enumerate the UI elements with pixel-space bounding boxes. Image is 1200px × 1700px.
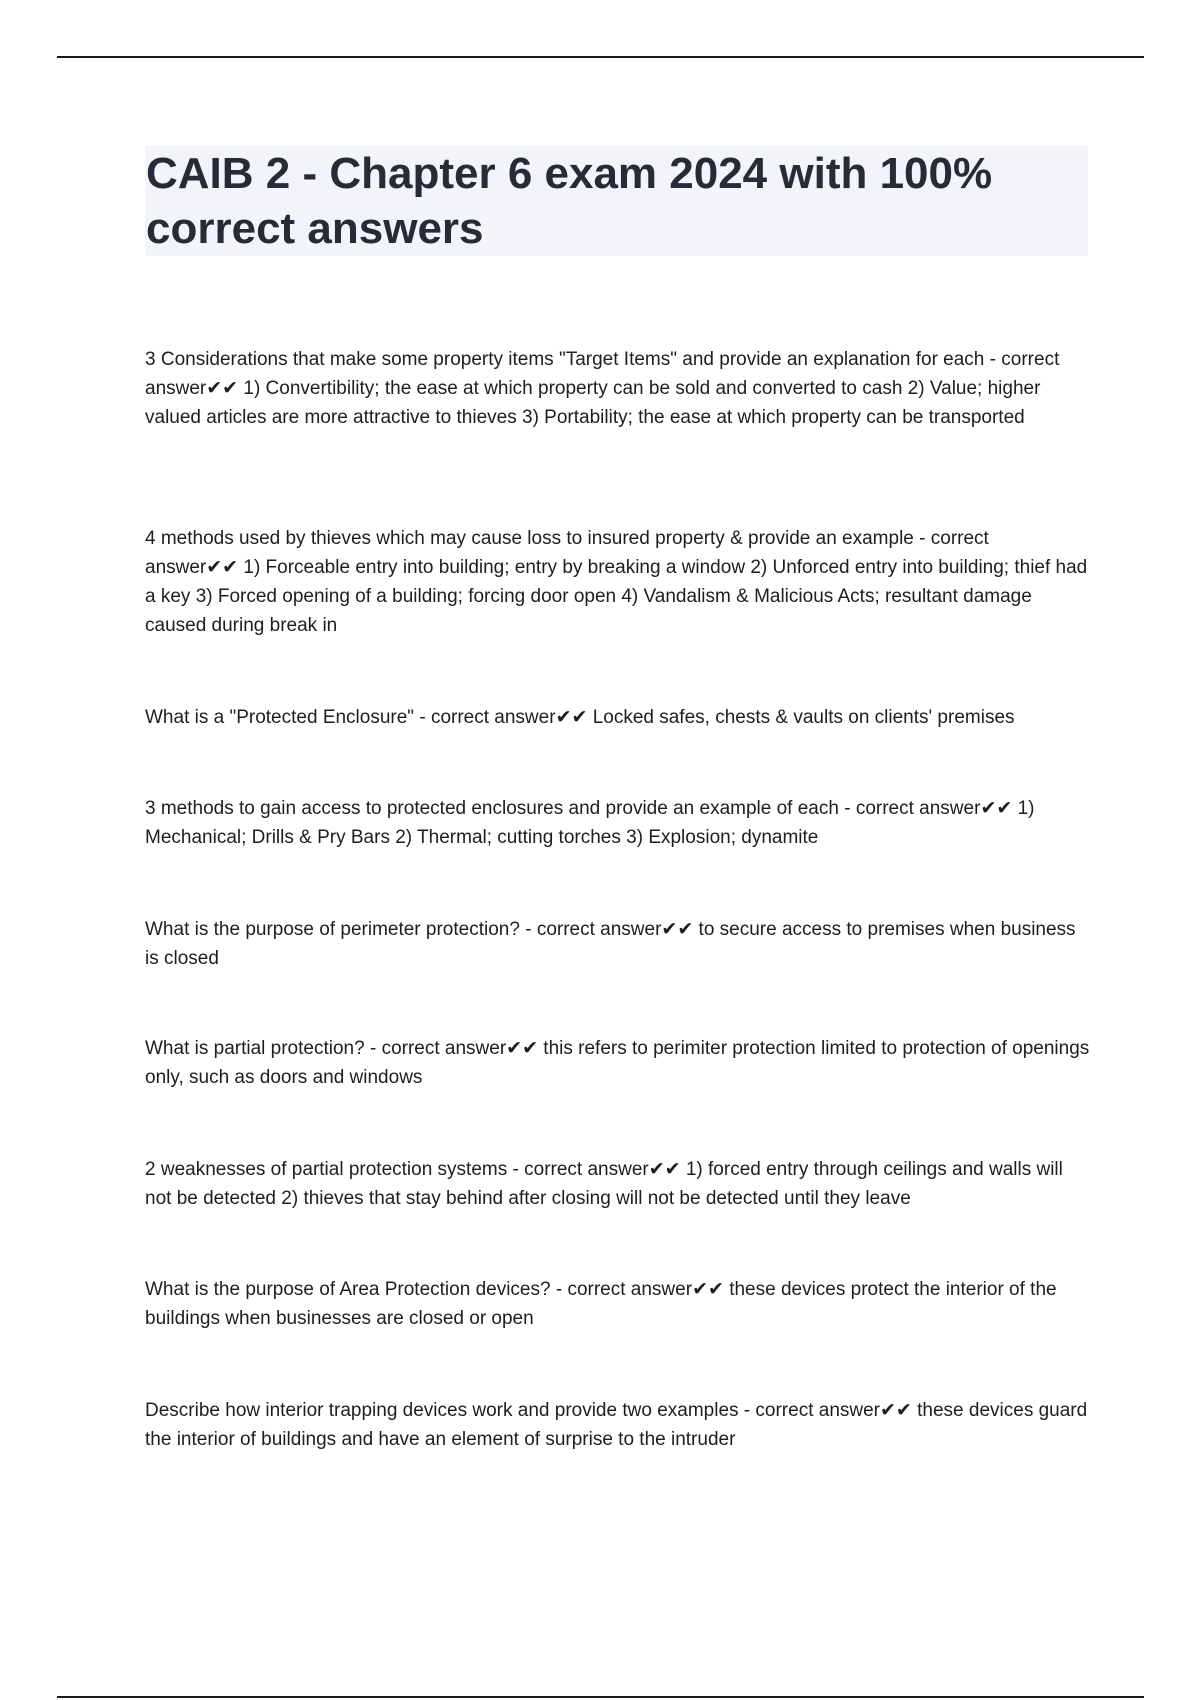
separator: - — [838, 798, 856, 819]
answer-text: 1) forced entry through ceilings and walls will not be detected 2) thieves that stay behind after closing will not be detected until they leave — [145, 1159, 1063, 1209]
question-text: What is a "Protected Enclosure" — [145, 707, 415, 728]
answer-text: these devices guard the interior of buildings and have an element of surprise to the intruder — [145, 1400, 1088, 1450]
separator: - — [414, 707, 431, 728]
check-icon: ✔✔ — [661, 919, 699, 940]
answer-text: 1) Mechanical; Drills & Pry Bars 2) Thermal; cutting torches 3) Explosion; dynamite — [145, 798, 1035, 848]
answer-text: Locked safes, chests & vaults on clients' premises — [592, 707, 1015, 728]
qa-item — [145, 524, 1090, 640]
qa-item — [145, 1396, 1090, 1454]
check-icon: ✔✔ — [206, 557, 244, 578]
separator: - — [550, 1279, 568, 1300]
question-text: What is partial protection? — [145, 1038, 365, 1059]
question-text: 4 methods used by thieves which may cause loss to insured property & provide an example — [145, 528, 914, 549]
answer-text: to secure access to premises when business is closed — [145, 919, 1076, 969]
separator: - — [507, 1159, 525, 1180]
answer-label: correct answer — [855, 798, 981, 819]
check-icon: ✔✔ — [980, 798, 1018, 819]
answer-label: correct answer — [755, 1400, 881, 1421]
qa-item — [145, 345, 1090, 432]
answer-label: correct answer — [145, 528, 989, 578]
question-text: 3 Considerations that make some property items "Target Items" and provide an explanation for each — [145, 349, 985, 370]
check-icon: ✔✔ — [692, 1279, 730, 1300]
check-icon: ✔✔ — [506, 1038, 544, 1059]
separator: - — [913, 528, 931, 549]
answer-label: correct answer — [145, 349, 1060, 399]
answer-text: 1) Convertibility; the ease at which property can be sold and converted to cash 2) Value; higher valued articles are more attractive to thieves 3) Portability; the ease at which property can be transported — [145, 378, 1041, 428]
bottom-rule — [57, 1696, 1144, 1698]
check-icon: ✔✔ — [555, 707, 593, 728]
answer-label: correct answer — [567, 1279, 693, 1300]
question-text: 3 methods to gain access to protected enclosures and provide an example of each — [145, 798, 839, 819]
qa-item — [145, 794, 1090, 852]
answer-label: correct answer — [381, 1038, 507, 1059]
qa-item — [145, 915, 1090, 973]
answer-text: 1) Forceable entry into building; entry by breaking a window 2) Unforced entry into building; thief had a key 3) Forced opening of a building; forcing door open 4) Vandalism & Malicious Acts; resultant damage caused during break in — [145, 557, 1088, 636]
check-icon: ✔✔ — [880, 1400, 918, 1421]
answer-label: correct answer — [524, 1159, 649, 1180]
answer-label: correct answer — [536, 919, 662, 940]
qa-item — [145, 703, 1090, 732]
question-text: 2 weaknesses of partial protection systems — [145, 1159, 508, 1180]
separator: - — [738, 1400, 756, 1421]
separator: - — [984, 349, 1002, 370]
check-icon: ✔✔ — [206, 378, 244, 399]
qa-item — [145, 1155, 1090, 1213]
answer-text: this refers to perimiter protection limited to protection of openings only, such as doors and windows — [145, 1038, 1090, 1088]
qa-item — [145, 1275, 1090, 1333]
answer-label: correct answer — [430, 707, 556, 728]
question-text: What is the purpose of Area Protection devices? — [145, 1279, 551, 1300]
document-title: CAIB 2 - Chapter 6 exam 2024 with 100% correct answers — [146, 149, 993, 253]
check-icon: ✔✔ — [648, 1159, 686, 1180]
top-rule — [57, 56, 1144, 58]
answer-text: these devices protect the interior of the buildings when businesses are closed or open — [145, 1279, 1057, 1329]
qa-item — [145, 1034, 1090, 1092]
question-text: Describe how interior trapping devices work and provide two examples — [145, 1400, 739, 1421]
separator: - — [519, 919, 537, 940]
separator: - — [364, 1038, 382, 1059]
question-text: What is the purpose of perimeter protection? — [145, 919, 520, 940]
